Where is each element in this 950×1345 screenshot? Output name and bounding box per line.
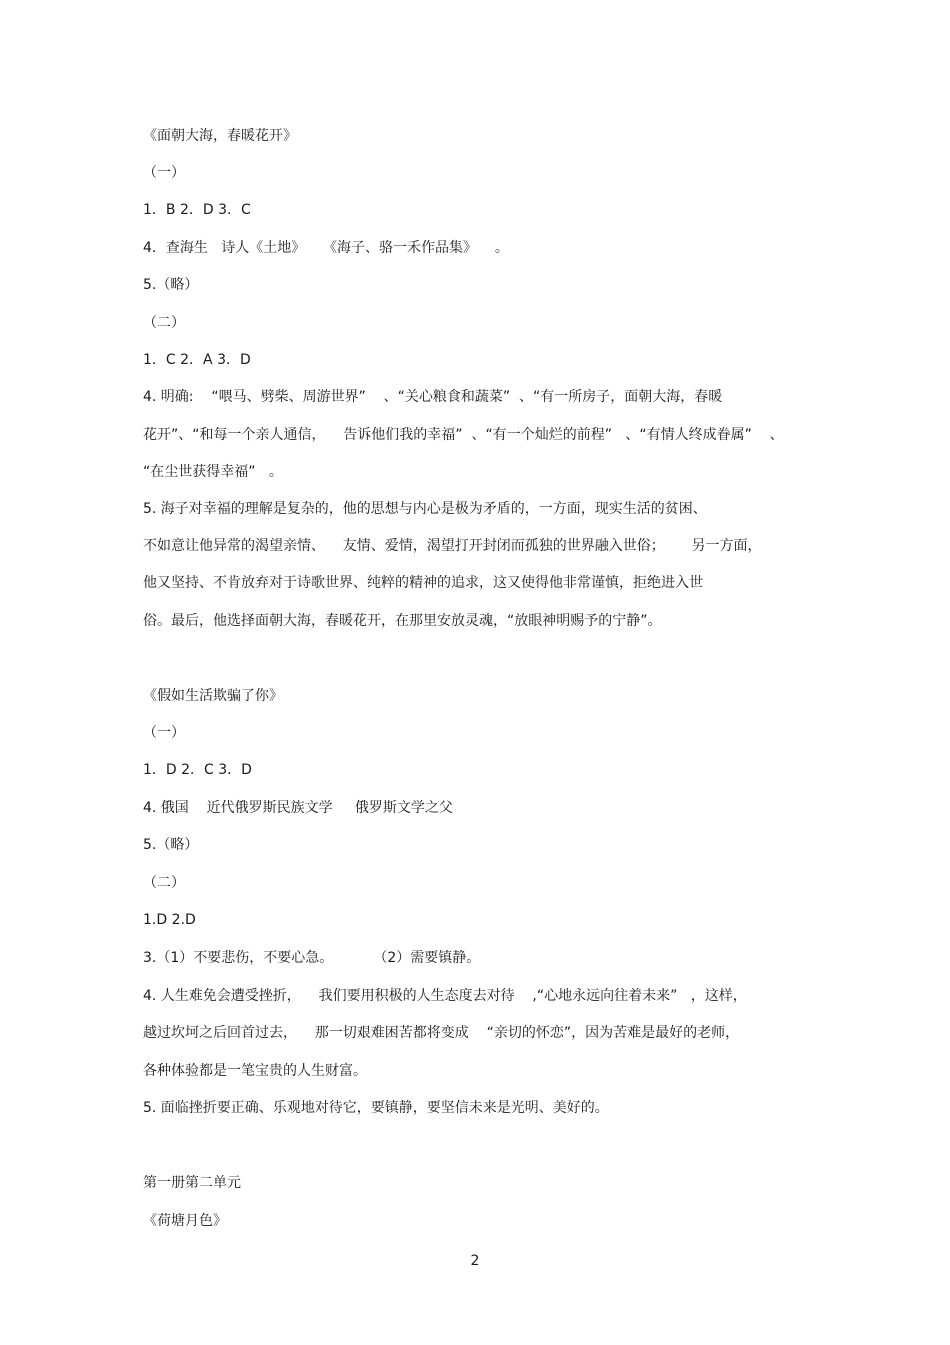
unit-heading: 第一册第二单元 <box>143 1175 241 1191</box>
section-title: 《面朝大海，春暖花开》 <box>143 128 297 144</box>
answer-line: 1.D 2.D <box>143 912 196 928</box>
answer-line: 1．B 2．D 3．C <box>143 202 251 218</box>
answer-line: 4. 人生难免会遭受挫折， 我们要用积极的人生态度去对待 ,“心地永远向往着未来” ，这样， <box>143 988 747 1004</box>
answer-line: 5.（略） <box>143 837 199 853</box>
part-heading: （一） <box>143 165 185 181</box>
answer-line: 花开”、“和每一个亲人通信， 告诉他们我的幸福” 、“有一个灿烂的前程” 、“有情人终成眷属” 、 <box>143 427 784 443</box>
answer-line: 5. 海子对幸福的理解是复杂的，他的思想与内心是极为矛盾的，一方面，现实生活的贫困、 <box>143 501 707 517</box>
answer-line: 4．查海生 诗人《土地》 《海子、骆一禾作品集》 。 <box>143 240 509 256</box>
section-title: 《荷塘月色》 <box>143 1213 227 1229</box>
answer-line: 不如意让他异常的渴望亲情、 友情、爱情，渴望打开封闭而孤独的世界融入世俗； 另一方面， <box>143 538 762 554</box>
answer-line: 他又坚持、不肯放弃对于诗歌世界、纯粹的精神的追求，这又使得他非常谨慎，拒绝进入世 <box>143 575 703 591</box>
answer-line: “在尘世获得幸福” 。 <box>143 464 283 480</box>
answer-line: 越过坎坷之后回首过去， 那一切艰难困苦都将变成 “亲切的怀恋”，因为苦难是最好的老师， <box>143 1025 740 1041</box>
answer-line: 1．C 2．A 3．D <box>143 352 251 368</box>
answer-line: 4. 明确: “喂马、劈柴、周游世界” 、“关心粮食和蔬菜” 、“有一所房子，面朝大海，春暖 <box>143 389 723 405</box>
answer-line: 5.（略） <box>143 277 199 293</box>
part-heading: （二） <box>143 315 185 331</box>
answer-line: 各种体验都是一笔宝贵的人生财富。 <box>143 1063 367 1079</box>
part-heading: （一） <box>143 725 185 741</box>
answer-line: 3.（1）不要悲伤，不要心急。 （2）需要镇静。 <box>143 950 481 966</box>
answer-line: 5. 面临挫折要正确、乐观地对待它，要镇静，要坚信未来是光明、美好的。 <box>143 1100 609 1116</box>
answer-line: 俗。最后，他选择面朝大海，春暖花开，在那里安放灵魂，“放眼神明赐予的宁静”。 <box>143 613 662 629</box>
part-heading: （二） <box>143 875 185 891</box>
page-number: 2 <box>470 1253 480 1269</box>
answer-line: 4. 俄国 近代俄罗斯民族文学 俄罗斯文学之父 <box>143 800 453 816</box>
section-title: 《假如生活欺骗了你》 <box>143 688 283 704</box>
answer-line: 1．D 2．C 3．D <box>143 762 252 778</box>
